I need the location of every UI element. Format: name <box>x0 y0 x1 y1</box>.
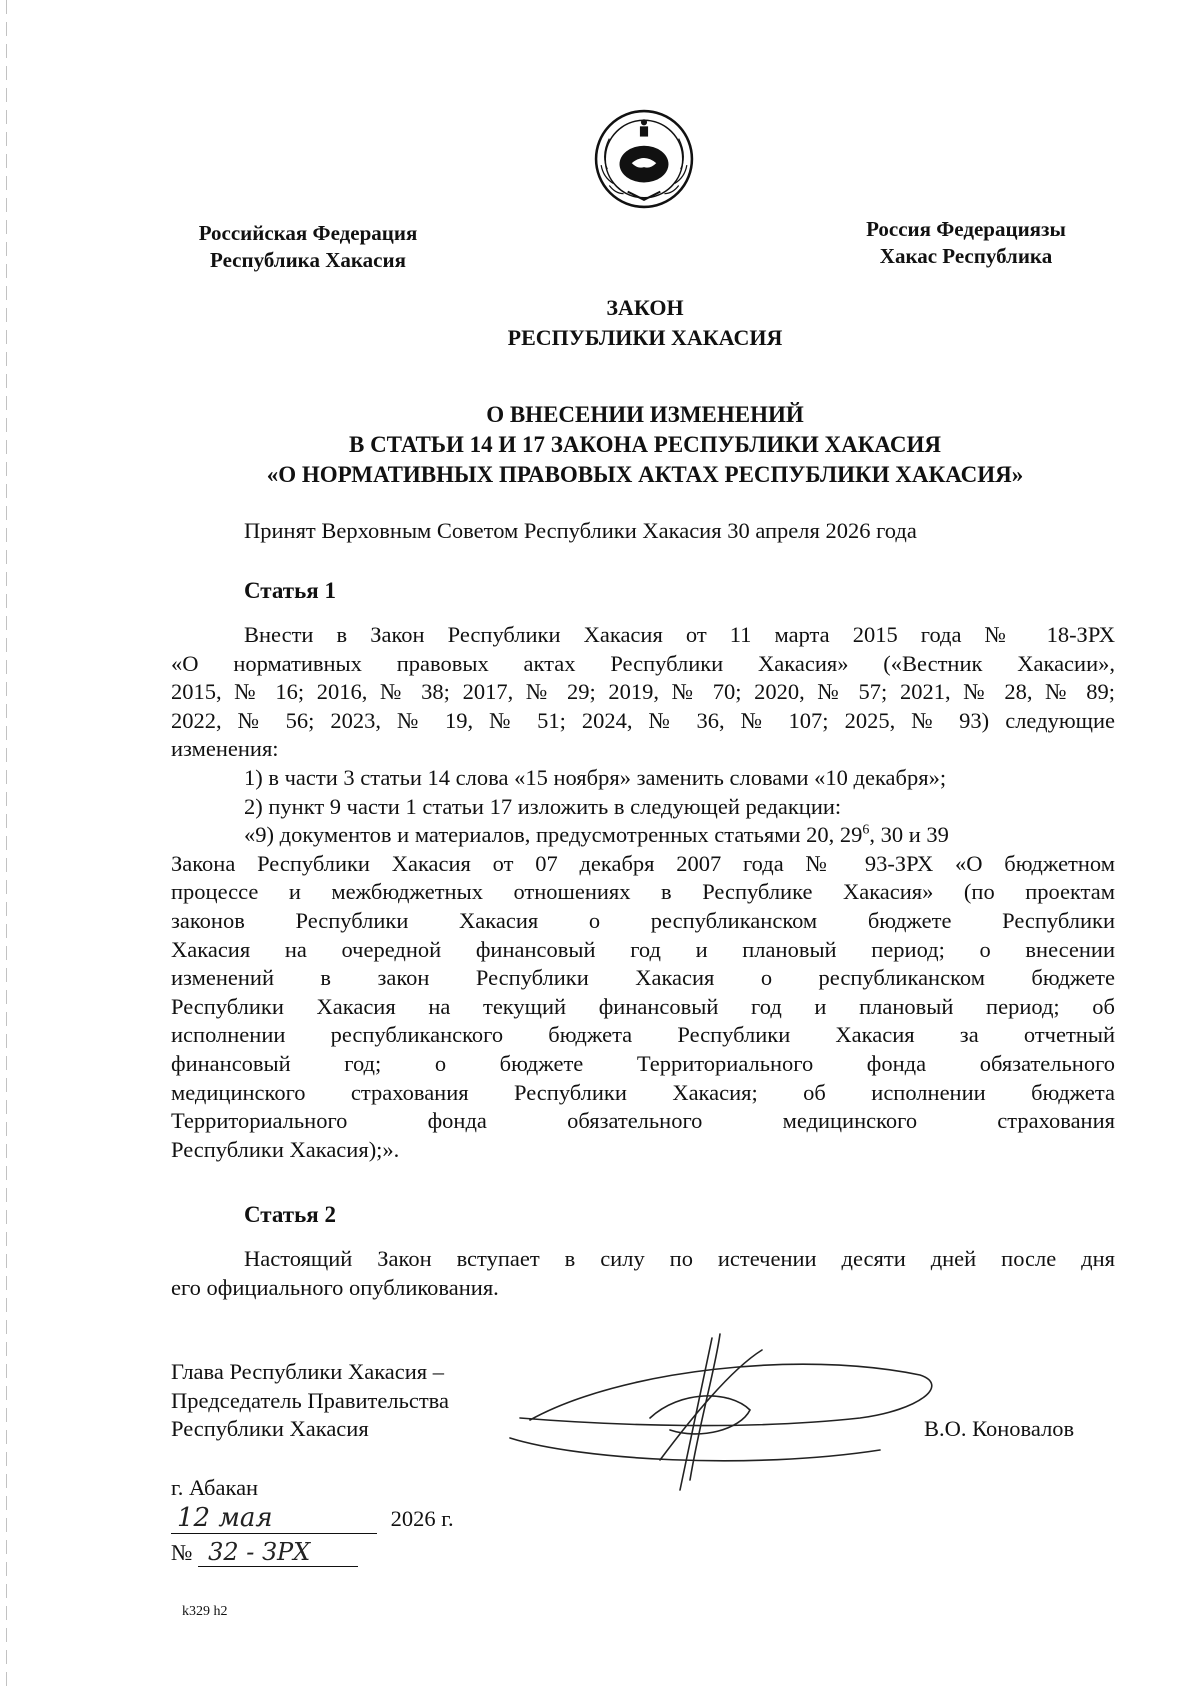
signer-position-line-1: Глава Республики Хакасия – <box>171 1359 445 1384</box>
article-1-line: Хакасия на очередной финансовый год и плановый период; о внесении <box>171 936 1115 962</box>
scan-edge <box>6 0 7 1686</box>
article-1-line: Закона Республики Хакасия от 07 декабря 2007 года № 93-ЗРХ «О бюджетном <box>171 850 1115 876</box>
signing-date <box>171 1503 454 1534</box>
header-right-line-1: Россия Федерациязы <box>866 217 1066 241</box>
article-1-line: «О нормативных правовых актах Республики Хакасия» («Вестник Хакасии», <box>171 650 1115 676</box>
article-1-line: 1) в части 3 статьи 14 слова «15 ноября» заменить словами «10 декабря»; <box>244 764 947 790</box>
superscript: 6 <box>862 822 870 838</box>
header-right <box>846 216 1086 270</box>
article-2-line: его официального опубликования. <box>171 1274 499 1300</box>
article-1-line: финансовый год; о бюджете Территориального фонда обязательного <box>171 1050 1115 1076</box>
article-1-line: изменений в закон Республики Хакасия о республиканском бюджете <box>171 965 1115 991</box>
law-title-line-2: РЕСПУБЛИКИ ХАКАСИЯ <box>507 325 783 350</box>
article-2-body <box>171 1245 1115 1302</box>
header-right-line-2: Хакас Республика <box>879 244 1053 268</box>
article-1-line: 2) пункт 9 части 1 статьи 17 изложить в следующей редакции: <box>244 793 842 819</box>
date-year: 2026 г. <box>390 1506 454 1531</box>
law-number <box>171 1538 358 1567</box>
article-1-line: процессе и межбюджетных отношениях в Республике Хакасия» (по проектам <box>171 879 1115 905</box>
number-prefix: № <box>171 1540 193 1565</box>
signer-position-line-2: Председатель Правительства <box>171 1387 449 1413</box>
article-1-line: Внести в Закон Республики Хакасия от 11 марта 2015 года № 18-ЗРХ <box>244 622 1115 647</box>
signer-position-line-3: Республики Хакасия <box>171 1416 369 1442</box>
article-1-line: Территориального фонда обязательного медицинского страхования <box>171 1108 1115 1134</box>
law-subject-line-3: «О НОРМАТИВНЫХ ПРАВОВЫХ АКТАХ РЕСПУБЛИКИ ХАКАСИЯ» <box>266 462 1024 487</box>
article-1-heading: Статья 1 <box>244 578 336 603</box>
header-left-line-2: Республика Хакасия <box>210 248 406 272</box>
signer-name: В.О. Коновалов <box>924 1416 1075 1441</box>
article-1-line: 2022, № 56; 2023, № 19, № 51; 2024, № 36, № 107; 2025, № 93) следующие <box>171 707 1115 733</box>
place-of-signing: г. Абакан <box>171 1475 259 1500</box>
header-left <box>178 220 438 274</box>
law-subject-line-1: О ВНЕСЕНИИ ИЗМЕНЕНИЙ <box>486 402 804 427</box>
article-1-line: Республики Хакасия на текущий финансовый год и плановый период; об <box>171 993 1115 1019</box>
law-title <box>0 293 1200 353</box>
coat-of-arms-emblem <box>593 108 695 210</box>
article-1-line: Республики Хакасия);». <box>171 1136 400 1162</box>
article-1-line: 2015, № 16; 2016, № 38; 2017, № 29; 2019, № 70; 2020, № 57; 2021, № 28, № 89; <box>171 679 1115 705</box>
signer-position <box>171 1358 449 1444</box>
article-1-line: «9) документов и материалов, предусмотренных статьями 20, $29^6$, 30 и 39 <box>244 822 949 848</box>
adoption-line: Принят Верховным Советом Республики Хакасия 30 апреля 2026 года <box>244 518 917 543</box>
article-2-line: Настоящий Закон вступает в силу по истечении десяти дней после дня <box>244 1246 1115 1271</box>
article-1-line: исполнении республиканского бюджета Республики Хакасия за отчетный <box>171 1022 1115 1048</box>
article-1-line: законов Республики Хакасия о республиканском бюджете Республики <box>171 907 1115 933</box>
law-title-line-1: ЗАКОН <box>606 295 684 320</box>
document-code: k329 h2 <box>182 1604 228 1619</box>
handwritten-date: 12 мая <box>171 1503 377 1534</box>
header-left-line-1: Российская Федерация <box>198 221 418 245</box>
handwritten-number: 32 - ЗРХ <box>198 1538 358 1567</box>
article-2-heading: Статья 2 <box>244 1202 336 1227</box>
article-1-line: медицинского страхования Республики Хакасия; об исполнении бюджета <box>171 1079 1115 1105</box>
article-1-line: изменения: <box>171 736 279 762</box>
law-subject-line-2: В СТАТЬИ 14 И 17 ЗАКОНА РЕСПУБЛИКИ ХАКАСИЯ <box>348 432 942 457</box>
handwritten-signature <box>500 1330 940 1500</box>
article-1-body <box>171 621 1115 1164</box>
law-subject <box>0 400 1200 490</box>
